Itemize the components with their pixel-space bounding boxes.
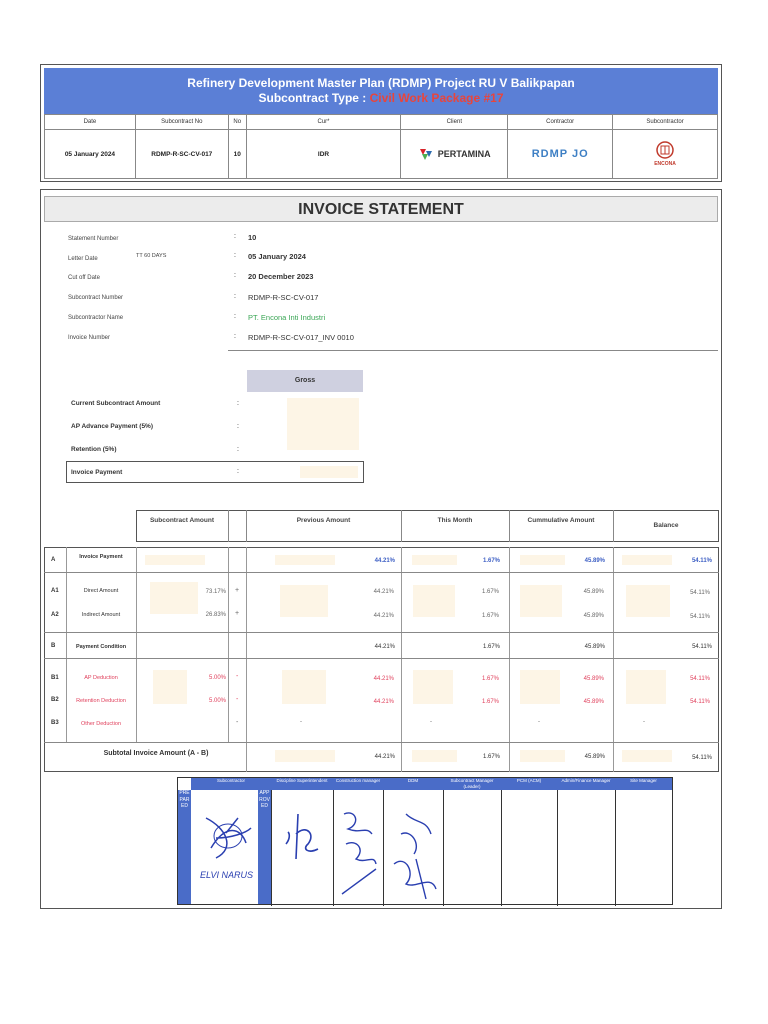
colon: : (234, 252, 236, 259)
row-a-bal: 54.11% (691, 558, 712, 564)
redacted-amount (275, 555, 335, 565)
row-b2-sign: - (236, 696, 239, 703)
col-subcontract-no: Subcontract No (135, 115, 228, 130)
header-subcontract-amount: Subcontract Amount (149, 517, 215, 524)
redacted-amount (150, 582, 198, 614)
approval-header-admin-finance: Admin/Finance Manager (557, 778, 615, 790)
cutoff-date-value: 20 December 2023 (248, 272, 314, 281)
row-a2-sign: + (235, 610, 240, 617)
row-code-b1: B1 (51, 675, 59, 681)
client-logo: PERTAMINA (401, 130, 508, 179)
redacted-amount (275, 750, 335, 762)
row-b3-cum: - (538, 719, 540, 725)
row-b-prev: 44.21% (374, 644, 395, 650)
row-a2-sub-pct: 26.83% (205, 612, 226, 618)
divider (613, 547, 614, 772)
redacted-amount (300, 466, 358, 478)
row-a2-month: 1.67% (481, 613, 499, 619)
subcontractor-logo: ENCONA (613, 130, 718, 179)
approval-table (177, 777, 673, 905)
row-code-b: B (51, 643, 56, 649)
subcontractor-signature-icon (196, 808, 258, 868)
divider (401, 510, 402, 542)
divider (333, 778, 334, 906)
row-b1-sub-pct: 5.00% (208, 675, 226, 681)
invoice-number-value: RDMP-R-SC-CV-017_INV 0010 (248, 333, 354, 342)
row-b2-sub-pct: 5.00% (208, 698, 226, 704)
superintendent-signature-icon (278, 804, 328, 864)
subcontract-number-value: RDMP-R-SC-CV-017 (248, 293, 319, 302)
colon: : (234, 313, 236, 320)
subcontract-number-label: Subcontract Number (68, 295, 124, 301)
ap-advance-payment-label: AP Advance Payment (5%) (71, 423, 154, 430)
colon: : (234, 293, 236, 300)
approval-header-subcontract-manager: Subcontract Manager (Leader) (443, 778, 501, 790)
row-b2-prev: 44.21% (373, 699, 394, 705)
subtotal-label: Subtotal Invoice Amount (A - B) (103, 750, 209, 757)
row-label-ap-deduction: AP Deduction (84, 675, 118, 681)
row-code-a2: A2 (51, 612, 59, 618)
col-client: Client (401, 115, 508, 130)
subtotal-cum: 45.89% (584, 754, 605, 760)
divider (557, 778, 558, 906)
redacted-amount (287, 398, 359, 450)
approval-header-pcm: PCM (ACM) (501, 778, 557, 790)
redacted-amount (520, 585, 562, 617)
statement-number-label: Statement Number (68, 236, 119, 242)
col-currency: Cur* (246, 115, 401, 130)
row-label-retention-deduction: Retention Deduction (76, 698, 126, 704)
encona-logo-icon (654, 141, 676, 161)
header-previous-amount: Previous Amount (296, 517, 351, 524)
col-date: Date (45, 115, 136, 130)
divider (271, 778, 272, 906)
invoice-title: INVOICE STATEMENT (44, 196, 718, 222)
construction-manager-signature-icon (336, 804, 382, 900)
invoice-payment-label: Invoice Payment (71, 469, 123, 476)
date-value: 05 January 2024 (45, 130, 136, 179)
subtotal-prev: 44.21% (374, 754, 395, 760)
approval-header-construction-manager: Construction manager (333, 778, 383, 790)
divider (228, 510, 229, 542)
col-contractor: Contractor (508, 115, 613, 130)
redacted-amount (282, 670, 326, 704)
row-b1-bal: 54.11% (690, 676, 710, 682)
redacted-amount (153, 670, 187, 704)
col-subcontractor: Subcontractor (613, 115, 718, 130)
subtotal-month: 1.67% (482, 754, 500, 760)
row-label-invoice-payment: Invoice Payment (79, 554, 123, 560)
divider (228, 350, 718, 351)
ddm-signature-icon (386, 804, 442, 900)
row-b1-cum: 45.89% (583, 676, 604, 682)
colon: : (234, 272, 236, 279)
colon: : (234, 333, 236, 340)
colon: : (234, 233, 236, 240)
divider (383, 778, 384, 906)
redacted-amount (622, 750, 672, 762)
row-a1-month: 1.67% (481, 589, 499, 595)
divider (44, 742, 719, 743)
header-table (44, 114, 718, 179)
redacted-amount (280, 585, 328, 617)
header-this-month: This Month (437, 517, 473, 524)
subcontract-no-value: RDMP-R-SC-CV-017 (135, 130, 228, 179)
redacted-amount (622, 555, 672, 565)
row-code-a: A (51, 557, 56, 563)
row-b2-month: 1.67% (481, 699, 499, 705)
row-a-prev: 44.21% (374, 558, 395, 564)
subcontractor-name-label: Subcontractor Name (68, 315, 124, 321)
row-a1-bal: 54.11% (690, 590, 710, 596)
letter-date-label: Letter Date (68, 256, 98, 262)
approved-bar: APPROVED (258, 790, 271, 904)
row-label-direct-amount: Direct Amount (83, 588, 119, 594)
row-code-b3: B3 (51, 720, 59, 726)
divider (44, 572, 719, 573)
subtotal-bal: 54.11% (692, 755, 712, 761)
row-a-cum: 45.89% (584, 558, 605, 564)
row-b3-bal: - (643, 719, 645, 725)
invoice-number-label: Invoice Number (68, 335, 111, 341)
row-code-a1: A1 (51, 588, 59, 594)
gross-header: Gross (247, 370, 363, 392)
divider (246, 510, 247, 542)
divider (615, 778, 616, 906)
statement-number-value: 10 (248, 233, 257, 242)
current-subcontract-amount-label: Current Subcontract Amount (71, 400, 161, 407)
row-a-month: 1.67% (482, 558, 500, 564)
row-b-cum: 45.89% (584, 644, 605, 650)
row-a1-sub-pct: 73.17% (205, 589, 226, 595)
approval-header-ddm: DDM (383, 778, 443, 790)
row-b3-sign: - (236, 719, 239, 726)
pertamina-logo-icon (418, 147, 436, 161)
redacted-amount (626, 585, 670, 617)
divider (501, 778, 502, 906)
colon: : (237, 423, 239, 430)
cutoff-date-label: Cut off Date (68, 275, 100, 281)
row-a2-prev: 44.21% (373, 613, 394, 619)
row-a2-bal: 54.11% (690, 614, 710, 620)
contractor-logo: RDMP JO (508, 130, 613, 179)
no-value: 10 (228, 130, 246, 179)
row-b1-prev: 44.21% (373, 676, 394, 682)
approval-header-subcontractor: Subcontractor (191, 778, 271, 790)
row-b2-cum: 45.89% (583, 699, 604, 705)
divider (443, 778, 444, 906)
project-title: Refinery Development Master Plan (RDMP) Project RU V Balikpapan (187, 76, 575, 90)
project-banner (44, 68, 718, 114)
row-code-b2: B2 (51, 697, 59, 703)
redacted-amount (626, 670, 666, 704)
colon: : (237, 468, 239, 475)
redacted-amount (413, 670, 453, 704)
row-b2-bal: 54.11% (690, 699, 710, 705)
prepared-bar: PREPARED (178, 790, 191, 904)
row-a2-cum: 45.89% (583, 613, 604, 619)
approval-header-discipline-superintendent: Discipline Superintendent (271, 778, 333, 790)
divider (44, 658, 719, 659)
row-b-bal: 54.11% (692, 644, 712, 650)
colon: : (237, 400, 239, 407)
redacted-amount (413, 585, 455, 617)
header-cummulative-amount: Cummulative Amount (527, 517, 595, 524)
subcontractor-name-value: PT. Encona Inti Industri (248, 313, 326, 322)
table-body (44, 547, 719, 772)
redacted-amount (520, 750, 565, 762)
row-b-month: 1.67% (482, 644, 500, 650)
redacted-amount (520, 555, 565, 565)
row-b3-month: - (430, 719, 432, 725)
header-balance: Balance (653, 522, 679, 529)
subcontractor-signer-name: ELVI NARUS (200, 870, 254, 880)
row-a1-sign: + (235, 587, 240, 594)
redacted-amount (412, 555, 457, 565)
divider (228, 547, 229, 742)
letter-date-value: 05 January 2024 (248, 252, 306, 261)
subcontract-type: Subcontract Type : Civil Work Package #17 (258, 91, 504, 105)
row-label-indirect-amount: Indirect Amount (81, 612, 121, 618)
divider (401, 547, 402, 772)
colon: : (237, 446, 239, 453)
row-b1-sign: - (236, 673, 239, 680)
redacted-amount (412, 750, 457, 762)
approval-header-site-manager: Site Manager (615, 778, 672, 790)
retention-label: Retention (5%) (71, 446, 117, 453)
row-a1-prev: 44.21% (373, 589, 394, 595)
letter-date-note: TT 60 DAYS (136, 253, 167, 259)
redacted-amount (520, 670, 560, 704)
row-a1-cum: 45.89% (583, 589, 604, 595)
divider (509, 510, 510, 542)
row-b3-prev: - (300, 719, 302, 725)
currency-value: IDR (246, 130, 401, 179)
redacted-amount (145, 555, 205, 565)
divider (246, 547, 247, 772)
row-label-other-deduction: Other Deduction (80, 721, 122, 727)
divider (44, 632, 719, 633)
divider (136, 547, 137, 742)
row-label-payment-condition: Payment Condition (75, 644, 127, 650)
col-no: No (228, 115, 246, 130)
divider (509, 547, 510, 772)
row-b1-month: 1.67% (481, 676, 499, 682)
